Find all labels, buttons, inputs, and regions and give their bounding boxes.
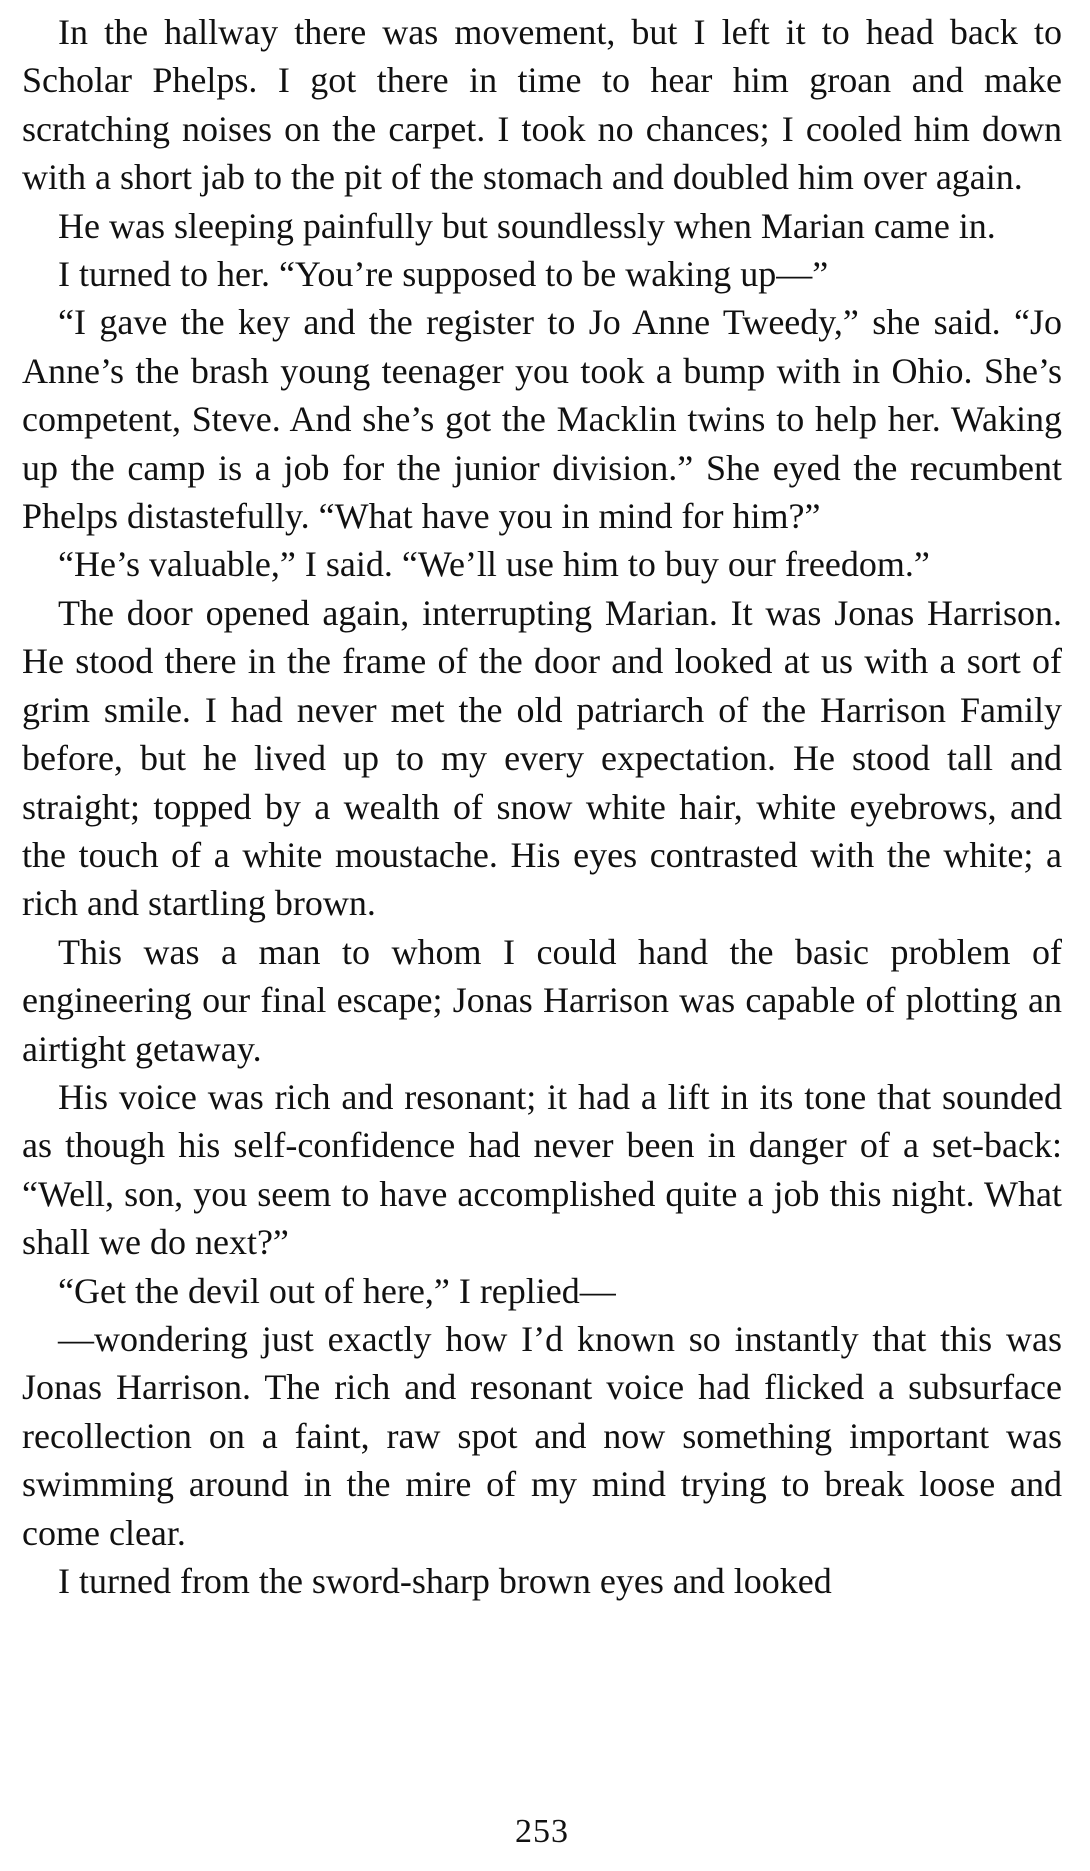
page-number: 253 (515, 1813, 569, 1850)
paragraph-3: I turned to her. “You’re supposed to be waking up—” (58, 254, 829, 295)
paragraph-8: His voice was rich and resonant; it had a lift in its tone that sounded as though his self-confidence had never been in danger of a set-back: “Well, son, you seem to have accomplished quite a job this night. What shall we do next?” (22, 1076, 1062, 1263)
paragraph-10: —wondering just exactly how I’d known so instantly that this was Jonas Harrison. The rich and resonant voice had flicked a subsurface recollection on a faint, raw spot and now something important was swimming around in the mire of my mind trying to break loose and come clear. (22, 1318, 1062, 1553)
paragraph-7: This was a man to whom I could hand the basic problem of engineering our final escape; Jonas Harrison was capable of plotting an airtight getaway. (22, 931, 1062, 1069)
paragraph-9: “Get the devil out of here,” I replied— (58, 1270, 616, 1311)
book-page (22, 8, 1062, 1858)
paragraph-5: “He’s valuable,” I said. “We’ll use him to buy our freedom.” (58, 544, 930, 585)
paragraph-1: In the hallway there was movement, but I left it to head back to Scholar Phelps. I got there in time to hear him groan and make scratching noises on the carpet. I took no chances; I cooled him down with a short jab to the pit of the stomach and doubled him over again. (22, 12, 1062, 198)
paragraph-6: The door opened again, interrupting Marian. It was Jonas Harrison. He stood there in the frame of the door and looked at us with a sort of grim smile. I had never met the old patriarch of the Harrison Family before, but he lived up to my every expectation. He stood tall and straight; topped by a wealth of snow white hair, white eyebrows, and the touch of a white moustache. His eyes contrasted with the white; a rich and startling brown. (22, 592, 1062, 924)
paragraph-4: “I gave the key and the register to Jo Anne Tweedy,” she said. “Jo Anne’s the brash young teenager you took a bump with in Ohio. She’s competent, Steve. And she’s got the Macklin twins to help her. Waking up the camp is a job for the junior division.” She eyed the recumbent Phelps distastefully. “What have you in mind for him?” (22, 302, 1062, 537)
paragraph-2: He was sleeping painfully but soundlessly when Marian came in. (58, 205, 996, 246)
paragraph-11: I turned from the sword-sharp brown eyes and looked (58, 1561, 832, 1601)
body-text (22, 8, 1062, 1605)
